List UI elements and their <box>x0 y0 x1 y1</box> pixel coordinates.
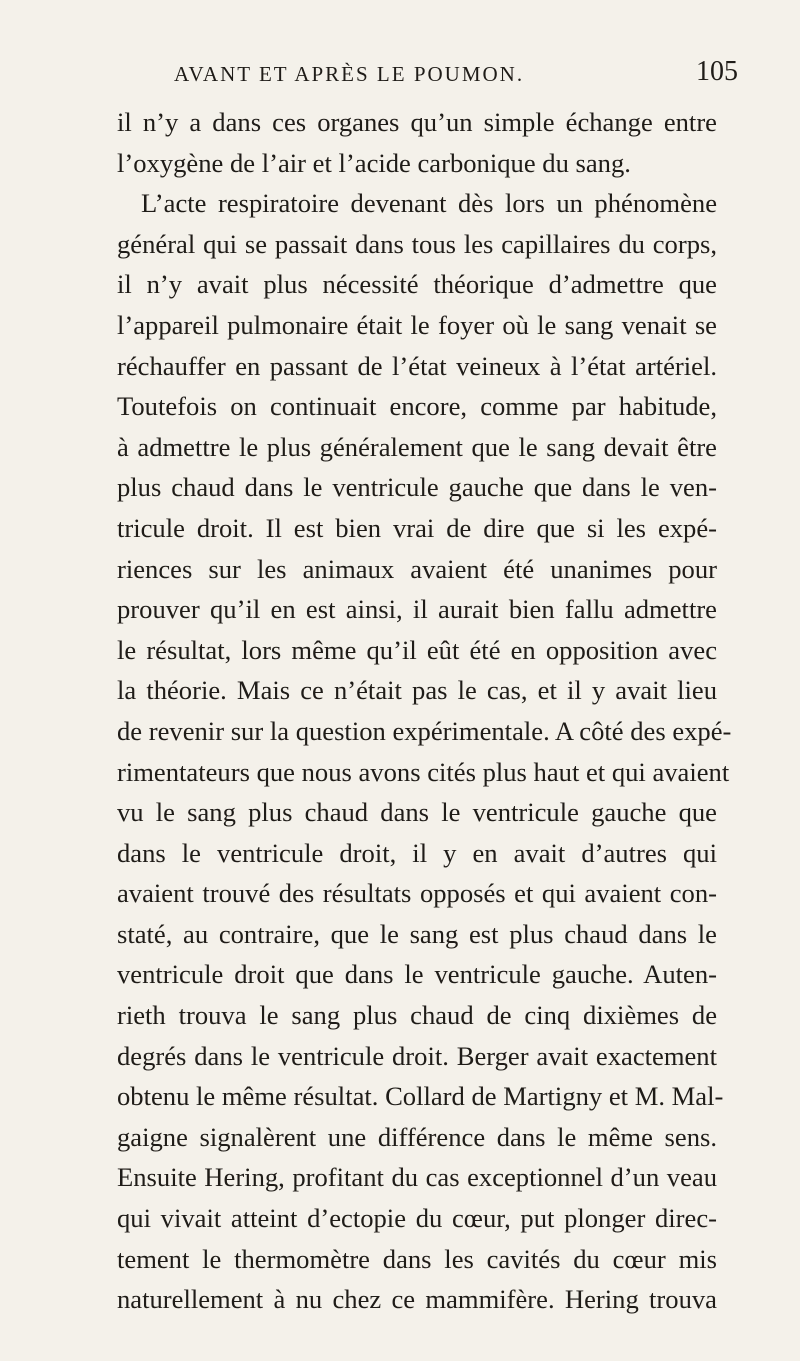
text-line: avaient trouvé des résultats opposés et qui avaient con- <box>117 878 717 909</box>
text-line: il n’y a dans ces organes qu’un simple échange entre <box>117 107 717 137</box>
text-line: qui vivait atteint d’ectopie du cœur, put plonger direc- <box>117 1203 717 1234</box>
text-line: Ensuite Hering, profitant du cas exceptionnel d’un veau <box>117 1162 717 1193</box>
text-line: vu le sang plus chaud dans le ventricule gauche que <box>117 797 717 828</box>
text-line: rieth trouva le sang plus chaud de cinq dixièmes de <box>117 1000 717 1031</box>
text-line: tricule droit. Il est bien vrai de dire que si les expé- <box>117 512 717 543</box>
body-text <box>117 102 732 1320</box>
text-line: naturellement à nu chez ce mammifère. Hering trouva <box>117 1284 717 1315</box>
text-line: dans le ventricule droit, il y en avait d’autres qui <box>117 837 717 868</box>
text-line: rimentateurs que nous avons cités plus haut et qui avaient <box>117 756 730 787</box>
text-line: obtenu le même résultat. Collard de Martigny et M. Mal- <box>117 1081 724 1112</box>
text-line: le résultat, lors même qu’il eût été en opposition avec <box>117 634 717 665</box>
text-line: Toutefois on continuait encore, comme par habitude, <box>117 391 717 422</box>
text-line: plus chaud dans le ventricule gauche que dans le ven- <box>117 472 717 503</box>
text-line: tement le thermomètre dans les cavités du cœur mis <box>117 1243 717 1274</box>
running-title: AVANT ET APRÈS LE POUMON. <box>174 62 525 86</box>
text-line: l’oxygène de l’air et l’acide carbonique du sang. <box>117 147 631 178</box>
text-line: la théorie. Mais ce n’était pas le cas, et il y avait lieu <box>117 675 717 706</box>
text-line: à admettre le plus généralement que le sang devait être <box>117 431 717 462</box>
text-line: général qui se passait dans tous les capillaires du corps, <box>117 228 717 259</box>
text-line: staté, au contraire, que le sang est plus chaud dans le <box>117 918 717 949</box>
text-line: l’appareil pulmonaire était le foyer où le sang venait se <box>117 309 717 340</box>
page-number: 105 <box>696 56 738 87</box>
text-line: L’acte respiratoire devenant dès lors un phénomène <box>141 188 717 219</box>
text-line: riences sur les animaux avaient été unanimes pour <box>117 553 717 584</box>
text-line: prouver qu’il en est ainsi, il aurait bien fallu admettre <box>117 594 717 625</box>
text-line: il n’y avait plus nécessité théorique d’admettre que <box>117 269 717 300</box>
page-header <box>130 56 738 96</box>
text-line: de revenir sur la question expérimentale. A côté des expé- <box>117 715 732 746</box>
text-line: degrés dans le ventricule droit. Berger avait exactement <box>117 1040 717 1071</box>
text-line: gaigne signalèrent une différence dans le même sens. <box>117 1121 717 1152</box>
text-line: ventricule droit que dans le ventricule gauche. Auten- <box>117 959 717 990</box>
text-line: réchauffer en passant de l’état veineux à l’état artériel. <box>117 350 717 381</box>
